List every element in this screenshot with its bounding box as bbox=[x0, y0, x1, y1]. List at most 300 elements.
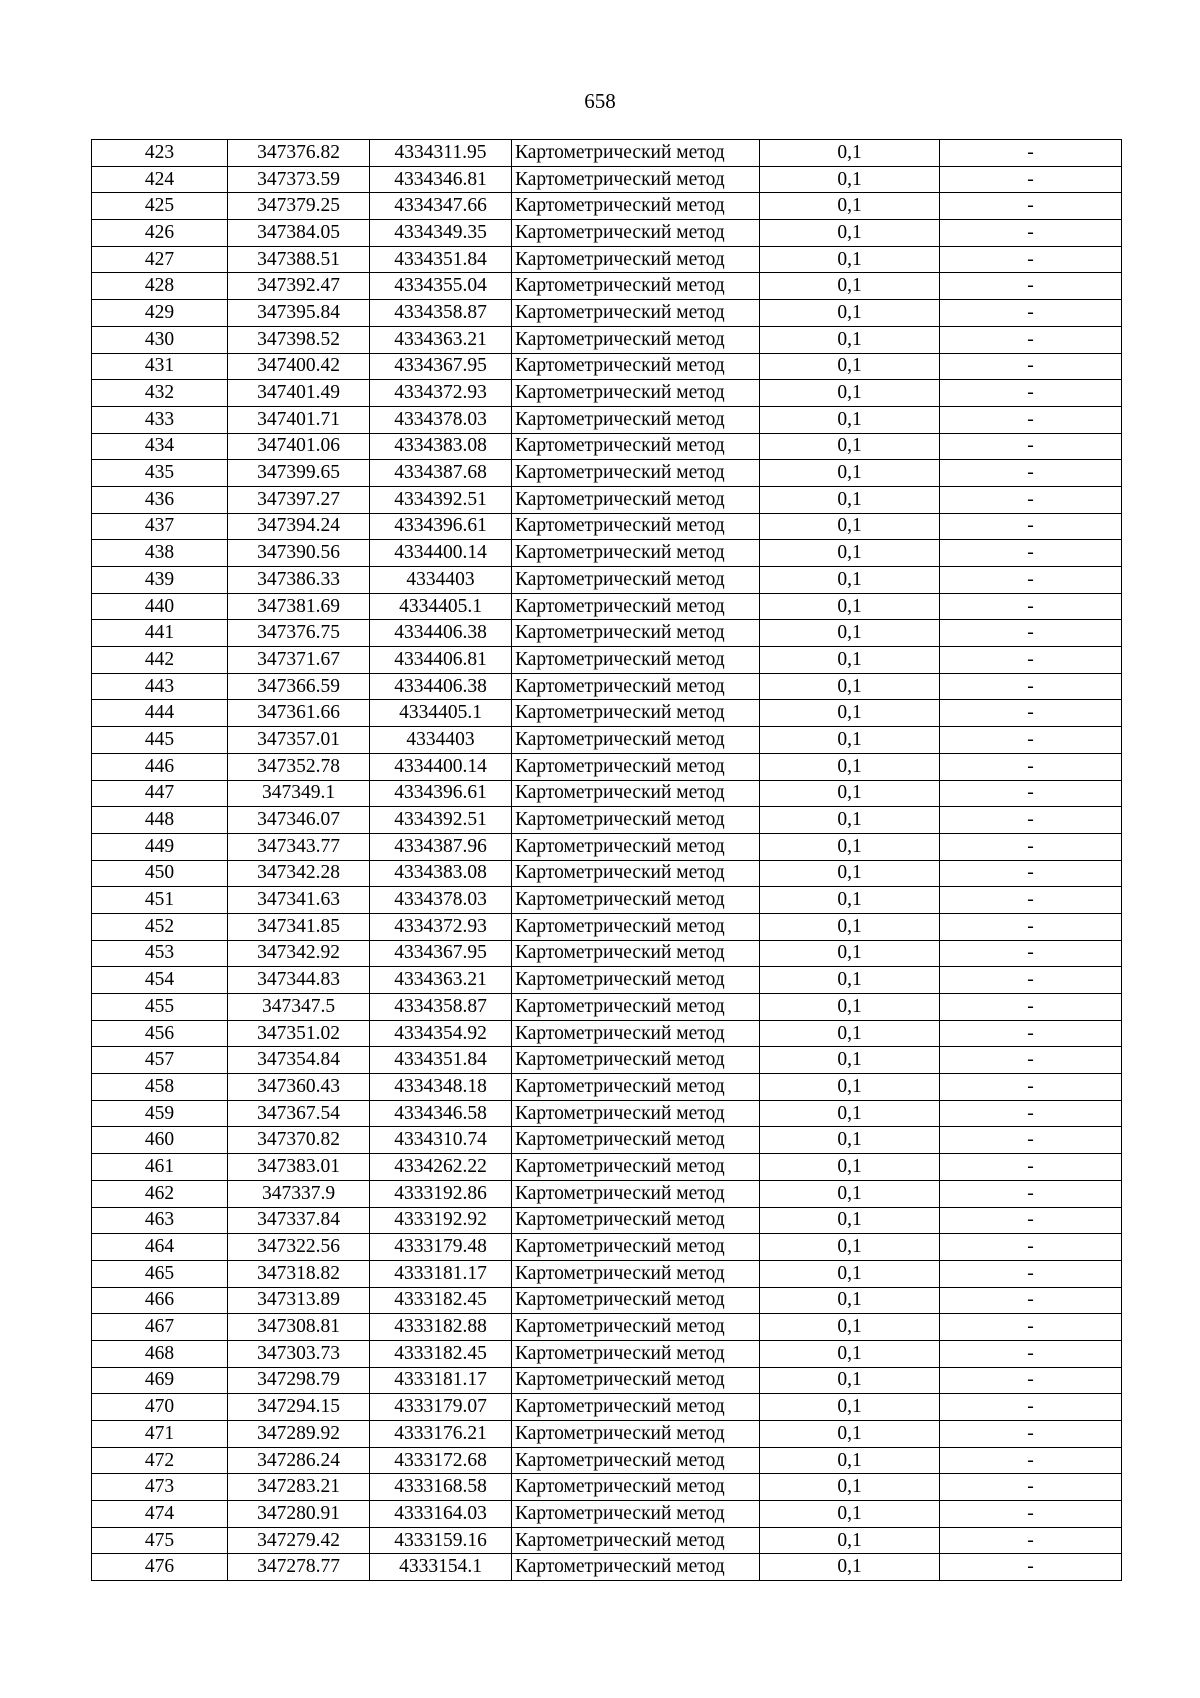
y-coordinate-cell: 4334406.38 bbox=[370, 673, 512, 700]
table-row bbox=[92, 193, 1122, 220]
x-coordinate-cell: 347354.84 bbox=[228, 1047, 370, 1074]
method-cell: Картометрический метод bbox=[512, 1154, 760, 1181]
y-coordinate-cell: 4334355.04 bbox=[370, 273, 512, 300]
method-cell: Картометрический метод bbox=[512, 860, 760, 887]
y-coordinate-cell: 4333168.58 bbox=[370, 1474, 512, 1501]
y-coordinate-cell: 4334351.84 bbox=[370, 1047, 512, 1074]
accuracy-cell: 0,1 bbox=[760, 940, 940, 967]
method-cell: Картометрический метод bbox=[512, 220, 760, 247]
x-coordinate-cell: 347398.52 bbox=[228, 326, 370, 353]
method-cell: Картометрический метод bbox=[512, 1234, 760, 1261]
table-row bbox=[92, 1501, 1122, 1528]
method-cell: Картометрический метод bbox=[512, 460, 760, 487]
accuracy-cell: 0,1 bbox=[760, 753, 940, 780]
description-cell: - bbox=[940, 780, 1122, 807]
accuracy-cell: 0,1 bbox=[760, 1340, 940, 1367]
accuracy-cell: 0,1 bbox=[760, 220, 940, 247]
method-cell: Картометрический метод bbox=[512, 1527, 760, 1554]
table-row bbox=[92, 1527, 1122, 1554]
y-coordinate-cell: 4334405.1 bbox=[370, 700, 512, 727]
table-row bbox=[92, 460, 1122, 487]
point-number-cell: 447 bbox=[92, 780, 228, 807]
table-row bbox=[92, 1234, 1122, 1261]
x-coordinate-cell: 347289.92 bbox=[228, 1421, 370, 1448]
accuracy-cell: 0,1 bbox=[760, 1527, 940, 1554]
x-coordinate-cell: 347313.89 bbox=[228, 1287, 370, 1314]
table-row bbox=[92, 807, 1122, 834]
y-coordinate-cell: 4334387.96 bbox=[370, 833, 512, 860]
x-coordinate-cell: 347283.21 bbox=[228, 1474, 370, 1501]
table-row bbox=[92, 246, 1122, 273]
accuracy-cell: 0,1 bbox=[760, 246, 940, 273]
point-number-cell: 464 bbox=[92, 1234, 228, 1261]
y-coordinate-cell: 4333192.86 bbox=[370, 1180, 512, 1207]
description-cell: - bbox=[940, 753, 1122, 780]
description-cell: - bbox=[940, 220, 1122, 247]
accuracy-cell: 0,1 bbox=[760, 1154, 940, 1181]
x-coordinate-cell: 347384.05 bbox=[228, 220, 370, 247]
x-coordinate-cell: 347322.56 bbox=[228, 1234, 370, 1261]
point-number-cell: 445 bbox=[92, 727, 228, 754]
accuracy-cell: 0,1 bbox=[760, 860, 940, 887]
y-coordinate-cell: 4333154.1 bbox=[370, 1554, 512, 1581]
accuracy-cell: 0,1 bbox=[760, 1020, 940, 1047]
accuracy-cell: 0,1 bbox=[760, 380, 940, 407]
table-row bbox=[92, 273, 1122, 300]
point-number-cell: 465 bbox=[92, 1260, 228, 1287]
table-row bbox=[92, 380, 1122, 407]
y-coordinate-cell: 4333182.88 bbox=[370, 1314, 512, 1341]
accuracy-cell: 0,1 bbox=[760, 406, 940, 433]
point-number-cell: 470 bbox=[92, 1394, 228, 1421]
point-number-cell: 437 bbox=[92, 513, 228, 540]
method-cell: Картометрический метод bbox=[512, 727, 760, 754]
accuracy-cell: 0,1 bbox=[760, 1127, 940, 1154]
description-cell: - bbox=[940, 433, 1122, 460]
method-cell: Картометрический метод bbox=[512, 1554, 760, 1581]
accuracy-cell: 0,1 bbox=[760, 1180, 940, 1207]
method-cell: Картометрический метод bbox=[512, 1100, 760, 1127]
y-coordinate-cell: 4334387.68 bbox=[370, 460, 512, 487]
method-cell: Картометрический метод bbox=[512, 593, 760, 620]
description-cell: - bbox=[940, 727, 1122, 754]
description-cell: - bbox=[940, 540, 1122, 567]
x-coordinate-cell: 347337.84 bbox=[228, 1207, 370, 1234]
accuracy-cell: 0,1 bbox=[760, 913, 940, 940]
y-coordinate-cell: 4334262.22 bbox=[370, 1154, 512, 1181]
method-cell: Картометрический метод bbox=[512, 1074, 760, 1101]
x-coordinate-cell: 347381.69 bbox=[228, 593, 370, 620]
accuracy-cell: 0,1 bbox=[760, 994, 940, 1021]
description-cell: - bbox=[940, 1047, 1122, 1074]
y-coordinate-cell: 4334358.87 bbox=[370, 994, 512, 1021]
table-row bbox=[92, 1207, 1122, 1234]
table-row bbox=[92, 540, 1122, 567]
description-cell: - bbox=[940, 1100, 1122, 1127]
x-coordinate-cell: 347361.66 bbox=[228, 700, 370, 727]
x-coordinate-cell: 347366.59 bbox=[228, 673, 370, 700]
table-row bbox=[92, 1447, 1122, 1474]
y-coordinate-cell: 4333176.21 bbox=[370, 1421, 512, 1448]
accuracy-cell: 0,1 bbox=[760, 1260, 940, 1287]
y-coordinate-cell: 4333179.48 bbox=[370, 1234, 512, 1261]
y-coordinate-cell: 4334378.03 bbox=[370, 406, 512, 433]
method-cell: Картометрический метод bbox=[512, 1180, 760, 1207]
point-number-cell: 431 bbox=[92, 353, 228, 380]
accuracy-cell: 0,1 bbox=[760, 353, 940, 380]
x-coordinate-cell: 347337.9 bbox=[228, 1180, 370, 1207]
description-cell: - bbox=[940, 860, 1122, 887]
y-coordinate-cell: 4333181.17 bbox=[370, 1260, 512, 1287]
accuracy-cell: 0,1 bbox=[760, 1421, 940, 1448]
y-coordinate-cell: 4334367.95 bbox=[370, 353, 512, 380]
accuracy-cell: 0,1 bbox=[760, 486, 940, 513]
table-row bbox=[92, 940, 1122, 967]
method-cell: Картометрический метод bbox=[512, 193, 760, 220]
x-coordinate-cell: 347395.84 bbox=[228, 300, 370, 327]
description-cell: - bbox=[940, 700, 1122, 727]
method-cell: Картометрический метод bbox=[512, 513, 760, 540]
point-number-cell: 429 bbox=[92, 300, 228, 327]
method-cell: Картометрический метод bbox=[512, 540, 760, 567]
y-coordinate-cell: 4333182.45 bbox=[370, 1340, 512, 1367]
accuracy-cell: 0,1 bbox=[760, 700, 940, 727]
point-number-cell: 425 bbox=[92, 193, 228, 220]
point-number-cell: 472 bbox=[92, 1447, 228, 1474]
x-coordinate-cell: 347344.83 bbox=[228, 967, 370, 994]
method-cell: Картометрический метод bbox=[512, 1260, 760, 1287]
point-number-cell: 450 bbox=[92, 860, 228, 887]
description-cell: - bbox=[940, 406, 1122, 433]
table-row bbox=[92, 994, 1122, 1021]
method-cell: Картометрический метод bbox=[512, 433, 760, 460]
x-coordinate-cell: 347386.33 bbox=[228, 567, 370, 594]
accuracy-cell: 0,1 bbox=[760, 833, 940, 860]
x-coordinate-cell: 347367.54 bbox=[228, 1100, 370, 1127]
x-coordinate-cell: 347379.25 bbox=[228, 193, 370, 220]
x-coordinate-cell: 347286.24 bbox=[228, 1447, 370, 1474]
table-row bbox=[92, 220, 1122, 247]
point-number-cell: 423 bbox=[92, 140, 228, 167]
method-cell: Картометрический метод bbox=[512, 807, 760, 834]
point-number-cell: 476 bbox=[92, 1554, 228, 1581]
method-cell: Картометрический метод bbox=[512, 353, 760, 380]
method-cell: Картометрический метод bbox=[512, 1421, 760, 1448]
method-cell: Картометрический метод bbox=[512, 1314, 760, 1341]
point-number-cell: 440 bbox=[92, 593, 228, 620]
x-coordinate-cell: 347341.85 bbox=[228, 913, 370, 940]
accuracy-cell: 0,1 bbox=[760, 967, 940, 994]
point-number-cell: 475 bbox=[92, 1527, 228, 1554]
description-cell: - bbox=[940, 1527, 1122, 1554]
x-coordinate-cell: 347392.47 bbox=[228, 273, 370, 300]
x-coordinate-cell: 347399.65 bbox=[228, 460, 370, 487]
description-cell: - bbox=[940, 1207, 1122, 1234]
y-coordinate-cell: 4333182.45 bbox=[370, 1287, 512, 1314]
x-coordinate-cell: 347352.78 bbox=[228, 753, 370, 780]
table-row bbox=[92, 1154, 1122, 1181]
point-number-cell: 467 bbox=[92, 1314, 228, 1341]
description-cell: - bbox=[940, 1127, 1122, 1154]
point-number-cell: 435 bbox=[92, 460, 228, 487]
table-row bbox=[92, 780, 1122, 807]
description-cell: - bbox=[940, 833, 1122, 860]
accuracy-cell: 0,1 bbox=[760, 1314, 940, 1341]
y-coordinate-cell: 4334383.08 bbox=[370, 860, 512, 887]
accuracy-cell: 0,1 bbox=[760, 326, 940, 353]
point-number-cell: 427 bbox=[92, 246, 228, 273]
point-number-cell: 430 bbox=[92, 326, 228, 353]
method-cell: Картометрический метод bbox=[512, 887, 760, 914]
x-coordinate-cell: 347341.63 bbox=[228, 887, 370, 914]
y-coordinate-cell: 4334358.87 bbox=[370, 300, 512, 327]
point-number-cell: 434 bbox=[92, 433, 228, 460]
method-cell: Картометрический метод bbox=[512, 1447, 760, 1474]
x-coordinate-cell: 347318.82 bbox=[228, 1260, 370, 1287]
accuracy-cell: 0,1 bbox=[760, 1474, 940, 1501]
accuracy-cell: 0,1 bbox=[760, 433, 940, 460]
description-cell: - bbox=[940, 300, 1122, 327]
point-number-cell: 439 bbox=[92, 567, 228, 594]
table-row bbox=[92, 567, 1122, 594]
point-number-cell: 449 bbox=[92, 833, 228, 860]
accuracy-cell: 0,1 bbox=[760, 300, 940, 327]
description-cell: - bbox=[940, 1287, 1122, 1314]
table-row bbox=[92, 513, 1122, 540]
point-number-cell: 433 bbox=[92, 406, 228, 433]
description-cell: - bbox=[940, 647, 1122, 674]
x-coordinate-cell: 347278.77 bbox=[228, 1554, 370, 1581]
accuracy-cell: 0,1 bbox=[760, 1207, 940, 1234]
table-row bbox=[92, 326, 1122, 353]
method-cell: Картометрический метод bbox=[512, 967, 760, 994]
accuracy-cell: 0,1 bbox=[760, 1234, 940, 1261]
accuracy-cell: 0,1 bbox=[760, 1287, 940, 1314]
description-cell: - bbox=[940, 193, 1122, 220]
y-coordinate-cell: 4333192.92 bbox=[370, 1207, 512, 1234]
table-row bbox=[92, 1047, 1122, 1074]
method-cell: Картометрический метод bbox=[512, 166, 760, 193]
method-cell: Картометрический метод bbox=[512, 380, 760, 407]
method-cell: Картометрический метод bbox=[512, 647, 760, 674]
accuracy-cell: 0,1 bbox=[760, 727, 940, 754]
accuracy-cell: 0,1 bbox=[760, 140, 940, 167]
x-coordinate-cell: 347357.01 bbox=[228, 727, 370, 754]
table-row bbox=[92, 300, 1122, 327]
page-number: 658 bbox=[584, 89, 616, 113]
point-number-cell: 448 bbox=[92, 807, 228, 834]
table-row bbox=[92, 1287, 1122, 1314]
point-number-cell: 461 bbox=[92, 1154, 228, 1181]
table-row bbox=[92, 727, 1122, 754]
method-cell: Картометрический метод bbox=[512, 1207, 760, 1234]
description-cell: - bbox=[940, 940, 1122, 967]
table-row bbox=[92, 1074, 1122, 1101]
point-number-cell: 473 bbox=[92, 1474, 228, 1501]
point-number-cell: 455 bbox=[92, 994, 228, 1021]
table-row bbox=[92, 967, 1122, 994]
table-row bbox=[92, 1260, 1122, 1287]
y-coordinate-cell: 4334392.51 bbox=[370, 486, 512, 513]
method-cell: Картометрический метод bbox=[512, 1501, 760, 1528]
point-number-cell: 456 bbox=[92, 1020, 228, 1047]
y-coordinate-cell: 4334396.61 bbox=[370, 780, 512, 807]
point-number-cell: 442 bbox=[92, 647, 228, 674]
point-number-cell: 452 bbox=[92, 913, 228, 940]
x-coordinate-cell: 347342.92 bbox=[228, 940, 370, 967]
method-cell: Картометрический метод bbox=[512, 246, 760, 273]
accuracy-cell: 0,1 bbox=[760, 647, 940, 674]
description-cell: - bbox=[940, 967, 1122, 994]
x-coordinate-cell: 347401.06 bbox=[228, 433, 370, 460]
x-coordinate-cell: 347360.43 bbox=[228, 1074, 370, 1101]
table-row bbox=[92, 433, 1122, 460]
x-coordinate-cell: 347397.27 bbox=[228, 486, 370, 513]
method-cell: Картометрический метод bbox=[512, 1020, 760, 1047]
accuracy-cell: 0,1 bbox=[760, 1074, 940, 1101]
x-coordinate-cell: 347401.71 bbox=[228, 406, 370, 433]
point-number-cell: 471 bbox=[92, 1421, 228, 1448]
y-coordinate-cell: 4334311.95 bbox=[370, 140, 512, 167]
description-cell: - bbox=[940, 486, 1122, 513]
description-cell: - bbox=[940, 246, 1122, 273]
point-number-cell: 458 bbox=[92, 1074, 228, 1101]
table-row bbox=[92, 620, 1122, 647]
point-number-cell: 424 bbox=[92, 166, 228, 193]
accuracy-cell: 0,1 bbox=[760, 593, 940, 620]
x-coordinate-cell: 347373.59 bbox=[228, 166, 370, 193]
x-coordinate-cell: 347370.82 bbox=[228, 1127, 370, 1154]
table-row bbox=[92, 1394, 1122, 1421]
accuracy-cell: 0,1 bbox=[760, 1554, 940, 1581]
description-cell: - bbox=[940, 1340, 1122, 1367]
y-coordinate-cell: 4334363.21 bbox=[370, 967, 512, 994]
accuracy-cell: 0,1 bbox=[760, 567, 940, 594]
point-number-cell: 462 bbox=[92, 1180, 228, 1207]
table-row bbox=[92, 647, 1122, 674]
table-row bbox=[92, 860, 1122, 887]
table-row bbox=[92, 406, 1122, 433]
method-cell: Картометрический метод bbox=[512, 140, 760, 167]
method-cell: Картометрический метод bbox=[512, 913, 760, 940]
table-row bbox=[92, 1340, 1122, 1367]
y-coordinate-cell: 4334400.14 bbox=[370, 540, 512, 567]
accuracy-cell: 0,1 bbox=[760, 460, 940, 487]
x-coordinate-cell: 347383.01 bbox=[228, 1154, 370, 1181]
y-coordinate-cell: 4333159.16 bbox=[370, 1527, 512, 1554]
x-coordinate-cell: 347376.82 bbox=[228, 140, 370, 167]
y-coordinate-cell: 4334392.51 bbox=[370, 807, 512, 834]
method-cell: Картометрический метод bbox=[512, 780, 760, 807]
method-cell: Картометрический метод bbox=[512, 326, 760, 353]
coordinates-table bbox=[91, 139, 1122, 1581]
x-coordinate-cell: 347371.67 bbox=[228, 647, 370, 674]
description-cell: - bbox=[940, 807, 1122, 834]
x-coordinate-cell: 347390.56 bbox=[228, 540, 370, 567]
description-cell: - bbox=[940, 1501, 1122, 1528]
description-cell: - bbox=[940, 593, 1122, 620]
x-coordinate-cell: 347351.02 bbox=[228, 1020, 370, 1047]
description-cell: - bbox=[940, 1474, 1122, 1501]
method-cell: Картометрический метод bbox=[512, 486, 760, 513]
method-cell: Картометрический метод bbox=[512, 620, 760, 647]
x-coordinate-cell: 347279.42 bbox=[228, 1527, 370, 1554]
accuracy-cell: 0,1 bbox=[760, 1394, 940, 1421]
description-cell: - bbox=[940, 1367, 1122, 1394]
point-number-cell: 457 bbox=[92, 1047, 228, 1074]
table-row bbox=[92, 673, 1122, 700]
table-row bbox=[92, 1127, 1122, 1154]
description-cell: - bbox=[940, 1074, 1122, 1101]
table-row bbox=[92, 753, 1122, 780]
x-coordinate-cell: 347343.77 bbox=[228, 833, 370, 860]
description-cell: - bbox=[940, 1020, 1122, 1047]
point-number-cell: 432 bbox=[92, 380, 228, 407]
description-cell: - bbox=[940, 273, 1122, 300]
description-cell: - bbox=[940, 1421, 1122, 1448]
table-row bbox=[92, 1180, 1122, 1207]
table-row bbox=[92, 1367, 1122, 1394]
x-coordinate-cell: 347294.15 bbox=[228, 1394, 370, 1421]
point-number-cell: 444 bbox=[92, 700, 228, 727]
y-coordinate-cell: 4334347.66 bbox=[370, 193, 512, 220]
accuracy-cell: 0,1 bbox=[760, 540, 940, 567]
accuracy-cell: 0,1 bbox=[760, 1447, 940, 1474]
x-coordinate-cell: 347308.81 bbox=[228, 1314, 370, 1341]
description-cell: - bbox=[940, 913, 1122, 940]
y-coordinate-cell: 4334351.84 bbox=[370, 246, 512, 273]
table-row bbox=[92, 593, 1122, 620]
table-row bbox=[92, 913, 1122, 940]
y-coordinate-cell: 4334400.14 bbox=[370, 753, 512, 780]
point-number-cell: 460 bbox=[92, 1127, 228, 1154]
x-coordinate-cell: 347394.24 bbox=[228, 513, 370, 540]
description-cell: - bbox=[940, 1234, 1122, 1261]
accuracy-cell: 0,1 bbox=[760, 1501, 940, 1528]
y-coordinate-cell: 4334346.58 bbox=[370, 1100, 512, 1127]
y-coordinate-cell: 4334349.35 bbox=[370, 220, 512, 247]
method-cell: Картометрический метод bbox=[512, 1394, 760, 1421]
x-coordinate-cell: 347388.51 bbox=[228, 246, 370, 273]
y-coordinate-cell: 4334406.38 bbox=[370, 620, 512, 647]
point-number-cell: 474 bbox=[92, 1501, 228, 1528]
method-cell: Картометрический метод bbox=[512, 833, 760, 860]
y-coordinate-cell: 4334372.93 bbox=[370, 913, 512, 940]
accuracy-cell: 0,1 bbox=[760, 673, 940, 700]
method-cell: Картометрический метод bbox=[512, 940, 760, 967]
description-cell: - bbox=[940, 1154, 1122, 1181]
y-coordinate-cell: 4334310.74 bbox=[370, 1127, 512, 1154]
y-coordinate-cell: 4334406.81 bbox=[370, 647, 512, 674]
table-row bbox=[92, 140, 1122, 167]
description-cell: - bbox=[940, 1260, 1122, 1287]
point-number-cell: 454 bbox=[92, 967, 228, 994]
method-cell: Картометрический метод bbox=[512, 673, 760, 700]
y-coordinate-cell: 4334403 bbox=[370, 567, 512, 594]
table-row bbox=[92, 887, 1122, 914]
description-cell: - bbox=[940, 567, 1122, 594]
method-cell: Картометрический метод bbox=[512, 1047, 760, 1074]
table-row bbox=[92, 166, 1122, 193]
method-cell: Картометрический метод bbox=[512, 994, 760, 1021]
x-coordinate-cell: 347303.73 bbox=[228, 1340, 370, 1367]
y-coordinate-cell: 4334363.21 bbox=[370, 326, 512, 353]
accuracy-cell: 0,1 bbox=[760, 1367, 940, 1394]
accuracy-cell: 0,1 bbox=[760, 1100, 940, 1127]
y-coordinate-cell: 4334378.03 bbox=[370, 887, 512, 914]
point-number-cell: 469 bbox=[92, 1367, 228, 1394]
method-cell: Картометрический метод bbox=[512, 406, 760, 433]
